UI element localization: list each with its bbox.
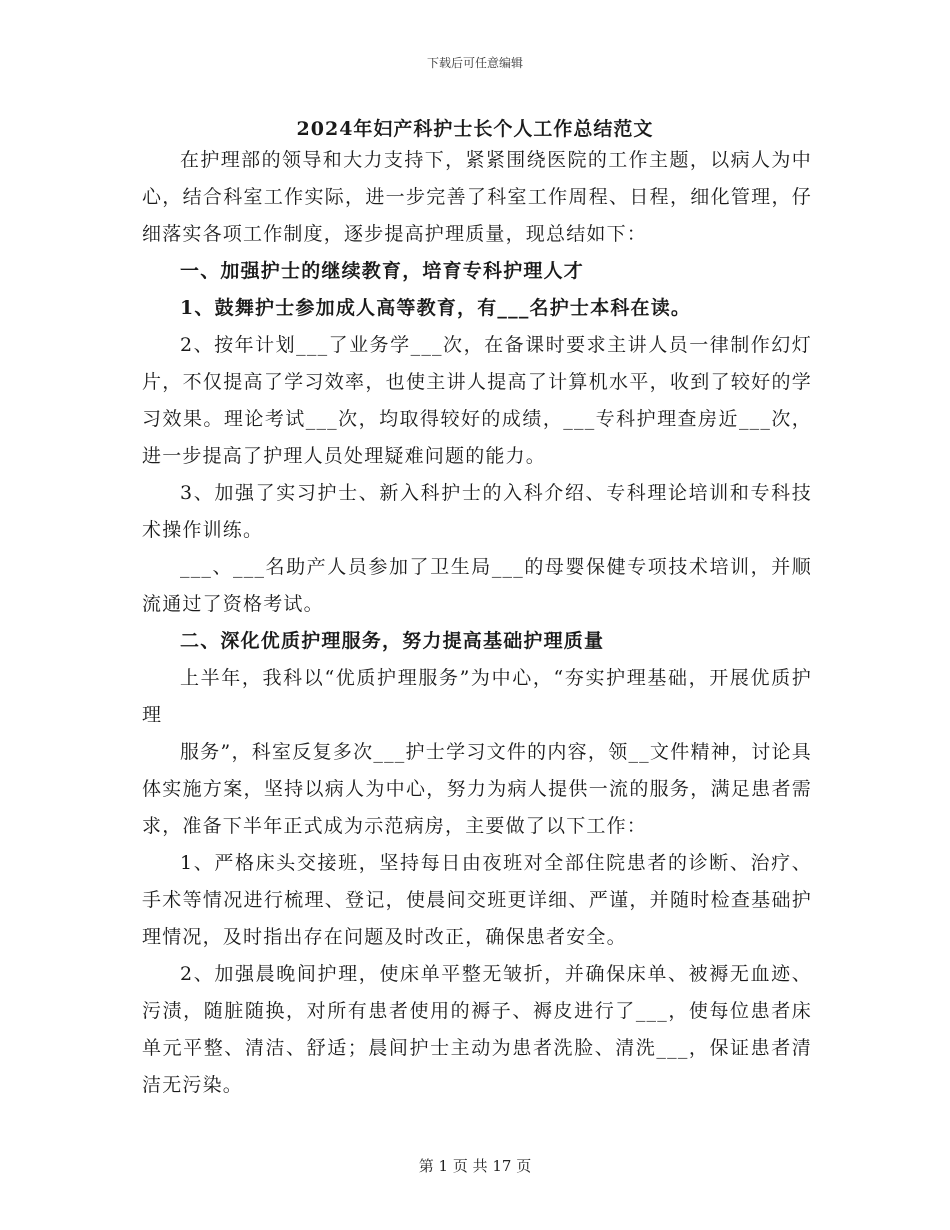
- body-paragraph: 服务”，科室反复多次___护士学习文件的内容，领__文件精神，讨论具体实施方案，坚持以病人为中心，努力为病人提供一流的服务，满足患者需求，准备下半年正式成为示范病房，主要做了以下工作：: [142, 741, 812, 837]
- body-paragraph: 3、加强了实习护士、新入科护士的入科介绍、专科理论培训和专科技术操作训练。: [142, 482, 812, 541]
- body-paragraph: ___、___名助产人员参加了卫生局___的母婴保健专项技术培训，并顺流通过了资格考试。: [142, 556, 812, 615]
- body-paragraph: 2、按年计划___了业务学___次，在备课时要求主讲人员一律制作幻灯片，不仅提高了学习效率，也使主讲人提高了计算机水平，收到了较好的学习效果。理论考试___次，均取得较好的成绩，___专科护理查房近___次，进一步提高了护理人员处理疑难问题的能力。: [142, 334, 812, 467]
- section-heading-2: 二、深化优质护理服务，努力提高基础护理质量: [180, 630, 605, 652]
- body-paragraph: 1、严格床头交接班，坚持每日由夜班对全部住院患者的诊断、治疗、手术等情况进行梳理、登记，使晨间交班更详细、严谨，并随时检查基础护理情况，及时指出存在问题及时改正，确保患者安全。: [142, 852, 812, 948]
- body-paragraph: 2、加强晨晚间护理，使床单平整无皱折，并确保床单、被褥无血迹、污渍，随脏随换，对所有患者使用的褥子、褥皮进行了___，使每位患者床单元平整、清洁、舒适；晨间护士主动为患者洗脸、清洗___，保证患者清洁无污染。: [142, 963, 812, 1096]
- document-title: 2024年妇产科护士长个人工作总结范文: [296, 118, 654, 140]
- page-indicator: 第 1 页 共 17 页: [418, 1157, 532, 1175]
- document-body: [142, 142, 812, 1104]
- section-heading-1: 一、加强护士的继续教育，培育专科护理人才: [180, 260, 585, 282]
- body-paragraph: 上半年，我科以“优质护理服务”为中心，“夯实护理基础，开展优质护理: [142, 667, 812, 726]
- intro-paragraph: 在护理部的领导和大力支持下，紧紧围绕医院的工作主题，以病人为中心，结合科室工作实际，进一步完善了科室工作周程、日程，细化管理，仔细落实各项工作制度，逐步提高护理质量，现总结如下：: [142, 149, 812, 245]
- bold-item-1: 1、鼓舞护士参加成人高等教育，有___名护士本科在读。: [180, 297, 692, 319]
- header-note: 下载后可任意编辑: [426, 56, 523, 70]
